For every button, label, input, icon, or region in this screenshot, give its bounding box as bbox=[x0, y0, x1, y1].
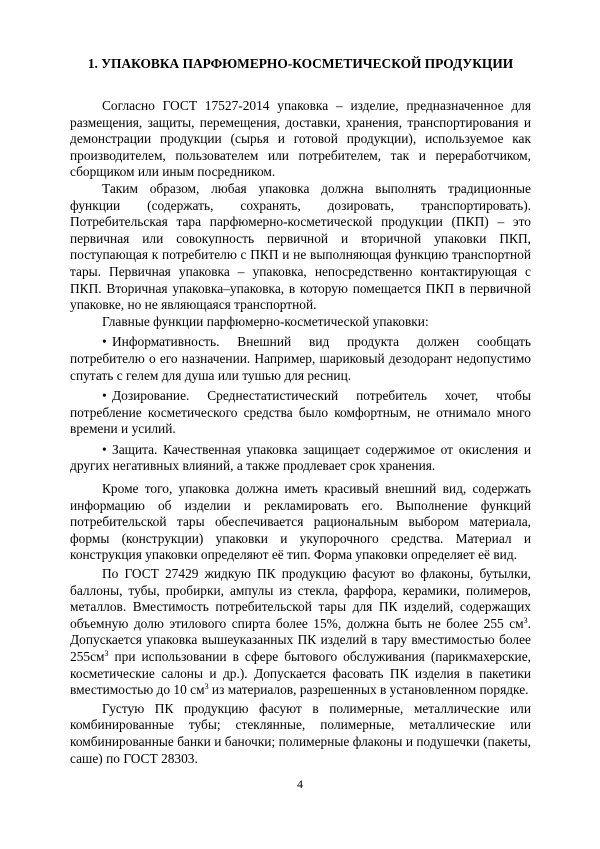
bullet-protection bbox=[70, 442, 531, 475]
paragraph-main-functions-intro: Главные функции парфюмерно-косметической упаковки: bbox=[102, 313, 429, 329]
text-span: . Допускается упаковка вышеуказанных ПК изделий в тару вместимостью более 255см bbox=[70, 615, 531, 664]
paragraph-gost-27429 bbox=[70, 566, 531, 699]
bullet-informativeness bbox=[70, 334, 531, 384]
bullet-text: Информативность. Внешний вид продукта должен сообщать потребителю о его назначении. Например, шариковый дезодорант недопустимо спутать с гелем для душа или тушью для ресниц. bbox=[70, 334, 531, 383]
text-span: при использовании в сфере бытового обслуживания (парикмахерские, косметические салоны и др.). Допускается фасовать ПК изделия в пакетики вместимостью до 10 см bbox=[70, 649, 531, 698]
superscript: 3 bbox=[204, 682, 209, 692]
bullet-icon: • bbox=[102, 334, 107, 350]
bullet-text: Дозирование. Среднестатистический потребитель хочет, чтобы потребление косметического средства было комфортным, не отнимало много времени и усилий. bbox=[70, 388, 531, 437]
superscript: 3 bbox=[104, 649, 109, 658]
bullet-dosing bbox=[70, 388, 531, 438]
page-body bbox=[70, 56, 531, 767]
superscript: 3 bbox=[523, 615, 528, 625]
section-title: 1. УПАКОВКА ПАРФЮМЕРНО-КОСМЕТИЧЕСКОЙ ПРОДУКЦИИ bbox=[87, 56, 514, 71]
paragraph-thick-products: Густую ПК продукцию фасуют в полимерные, металлические или комбинированные тубы; стеклянные, полимерные, металлические или комбинированные банки и баночки; полимерные флаконы и подушечки (пакеты, саше) по ГОСТ 28303. bbox=[70, 700, 531, 766]
paragraph-functions: Таким образом, любая упаковка должна выполнять традиционные функции (содержать, сохранять, дозировать, транспортировать). Потребительская тара парфюмерно-косметической продукции (ПКП) – это первичная или совокупность первичной и вторичной упаковки ПКП, поступающая к потребителю с ПКП и не выполняющая функцию транспортной тары. Первичная упаковка – упаковка, непосредственно контактирующая с ПКП. Вторичная упаковка–упаковка, в которую помещается ПКП в первичной упаковке, но не являющаяся транспортной. bbox=[70, 180, 531, 313]
bullet-icon: • bbox=[102, 388, 107, 404]
text-span: из материалов, разрешенных в установленном порядке. bbox=[208, 682, 529, 698]
paragraph-definition: Согласно ГОСТ 17527-2014 упаковка – изделие, предназначенное для размещения, защиты, перемещения, доставки, хранения, транспортирования и демонстрации продукции (сырья и готовой продукции), используемое как производителем, пользователем или потребителем, так и переработчиком, сборщиком или иным посредником. bbox=[70, 98, 531, 180]
bullet-text: Защита. Качественная упаковка защищает содержимое от окисления и других негативных влияний, а также продлевает срок хранения. bbox=[70, 441, 531, 474]
paragraph-appearance: Кроме того, упаковка должна иметь красивый внешний вид, содержать информацию об изделии и рекламировать его. Выполнение функций потребительской тары обеспечивается рациональным выбором материала, формы (конструкции) упаковки и укупорочного средства. Материал и конструкция упаковки определяют её тип. Форма упаковки определяет её вид. bbox=[70, 481, 531, 563]
bullet-icon: • bbox=[102, 441, 107, 457]
page-number: 4 bbox=[297, 777, 303, 791]
text-span: По ГОСТ 27429 жидкую ПК продукцию фасуют во флаконы, бутылки, баллоны, тубы, пробирки, ампулы из стекла, фарфора, керамики, полимеров, металлов. Вместимость потребительской тары для ПК изделий, содержащих объемную долю этилового спирта более 15%, должна быть не более 255 см bbox=[70, 566, 531, 631]
